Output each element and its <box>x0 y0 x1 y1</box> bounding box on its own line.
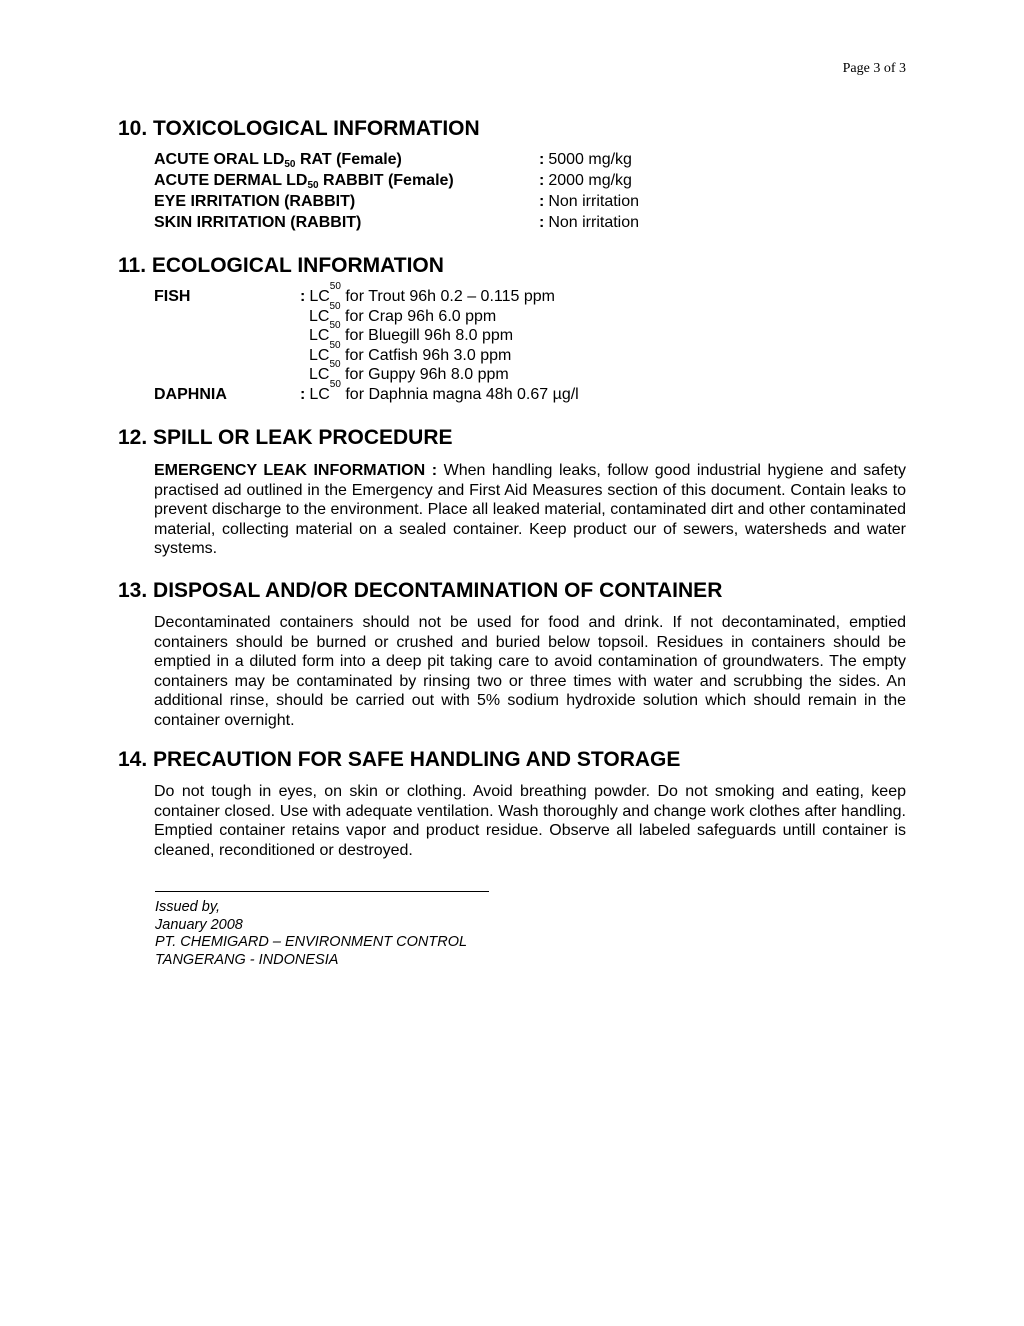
tox-row: ACUTE DERMAL LD50 RABBIT (Female) : 2000 mg/kg <box>154 172 632 191</box>
tox-value: Non irritation <box>548 214 640 231</box>
issued-by-line: Issued by, <box>155 899 221 915</box>
eco-row-fish: FISH : LC 50 for Trout 96h 0.2 – 0.115 ppm <box>154 281 555 305</box>
eco-value: for Trout 96h 0.2 – 0.115 ppm <box>345 288 555 305</box>
eco-row: LC 50 for Crap 96h 6.0 ppm <box>309 300 497 325</box>
tox-row: EYE IRRITATION (RABBIT) : Non irritation <box>154 193 640 210</box>
tox-label: SKIN IRRITATION (RABBIT) <box>154 214 362 231</box>
eco-row-daphnia: DAPHNIA : LC 50 for Daphnia magna 48h 0.67 µg/l <box>154 378 579 403</box>
section-title-ecological: 11. ECOLOGICAL INFORMATION <box>118 254 444 277</box>
section-title-spill: 12. SPILL OR LEAK PROCEDURE <box>118 426 453 449</box>
section-title-handling: 14. PRECAUTION FOR SAFE HANDLING AND STORAGE <box>118 748 681 771</box>
section-toxicological <box>118 116 908 233</box>
section-title-disposal: 13. DISPOSAL AND/OR DECONTAMINATION OF CONTAINER <box>118 579 723 602</box>
tox-label: ACUTE DERMAL LD50 RABBIT (Female) <box>154 172 454 191</box>
ecology-table <box>154 281 906 404</box>
page-number: Page 3 of 3 <box>842 61 906 76</box>
eco-label-daphnia: DAPHNIA <box>154 385 227 403</box>
tox-value: 5000 mg/kg <box>548 151 632 168</box>
eco-value: for Guppy 96h 8.0 ppm <box>345 366 509 383</box>
signature-line <box>155 891 489 892</box>
issued-date: January 2008 <box>155 916 243 933</box>
disposal-paragraph: Decontaminated containers should not be used for food and drink. If not decontaminated, emptied containers should be burned or crushed and buried below topsoil. Residues in containers should be emptied in a diluted form into a deep pit taking care to avoid contamination of groundwaters. The empty containers may be contaminated by rinsing two or three times with water and scrubbing the sides. An additional rinse, should be carried out with 5% sodium hydroxide solution which should remain in the container overnight. <box>154 614 906 729</box>
eco-value: for Daphnia magna 48h 0.67 µg/l <box>345 385 579 403</box>
issued-by-block <box>155 891 489 969</box>
eco-row: LC 50 for Bluegill 96h 8.0 ppm <box>309 320 514 344</box>
eco-label-fish: FISH <box>154 288 191 305</box>
section-disposal <box>118 578 908 730</box>
tox-label: ACUTE ORAL LD50 RAT (Female) <box>154 151 402 170</box>
section-title-toxicological: 10. TOXICOLOGICAL INFORMATION <box>118 117 480 140</box>
eco-value: for Crap 96h 6.0 ppm <box>345 307 497 325</box>
issuer-location: TANGERANG - INDONESIA <box>155 951 339 968</box>
issuer-company: PT. CHEMIGARD – ENVIRONMENT CONTROL <box>155 934 468 950</box>
toxicology-table <box>154 149 906 233</box>
eco-value: for Catfish 96h 3.0 ppm <box>345 346 512 364</box>
eco-row: LC 50 for Catfish 96h 3.0 ppm <box>309 339 512 364</box>
spill-lead: EMERGENCY LEAK INFORMATION : <box>154 462 438 479</box>
eco-row: LC 50 for Guppy 96h 8.0 ppm <box>309 359 509 383</box>
tox-row: ACUTE ORAL LD50 RAT (Female) : 5000 mg/kg <box>154 151 632 170</box>
tox-row: SKIN IRRITATION (RABBIT) : Non irritation <box>154 214 640 231</box>
section-handling <box>118 747 908 860</box>
section-ecological <box>118 253 908 404</box>
spill-paragraph: EMERGENCY LEAK INFORMATION : When handling leaks, follow good industrial hygiene and safety practised ad outlined in the Emergency and First Aid Measures section of this document. Contain leaks to prevent discharge to the environment. Place all leaked material, contaminated dirt and other contaminated material, collecting material on a sealed container. Keep product our of sewers, watersheds and water systems. <box>154 462 906 557</box>
section-spill <box>118 425 908 559</box>
tox-value: 2000 mg/kg <box>548 172 632 189</box>
handling-paragraph: Do not tough in eyes, on skin or clothing. Avoid breathing powder. Do not smoking and eating, keep container closed. Use with adequate ventilation. Wash thoroughly and change work clothes after handling. Emptied container retains vapor and product residue. Observe all labeled safeguards untill container is cleaned, reconditioned or destroyed. <box>154 783 906 859</box>
eco-value: for Bluegill 96h 8.0 ppm <box>345 327 514 344</box>
tox-label: EYE IRRITATION (RABBIT) <box>154 193 356 210</box>
tox-value: Non irritation <box>548 193 640 210</box>
